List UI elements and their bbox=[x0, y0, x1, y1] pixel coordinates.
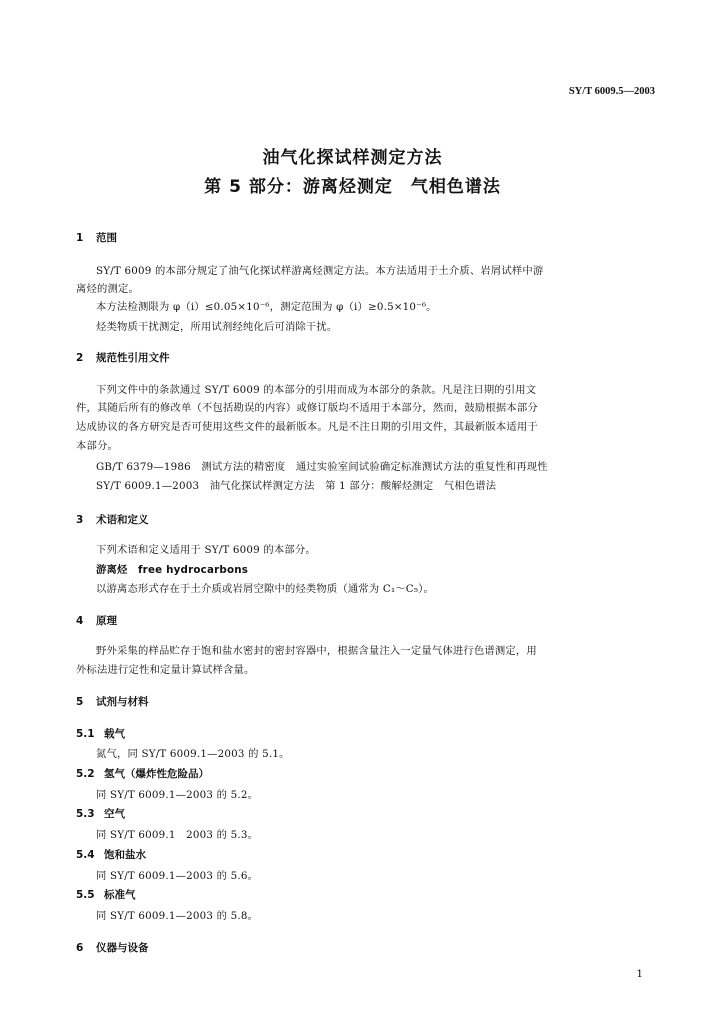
paragraph: 离烃的测定。 bbox=[76, 283, 139, 295]
subsection-number: 5.4 bbox=[76, 849, 95, 861]
section-title: 试剂与材料 bbox=[96, 696, 149, 708]
section-number: 6 bbox=[76, 942, 84, 954]
subsection-5-1-heading bbox=[76, 726, 125, 741]
paragraph: 同 SY/T 6009.1—2003 的 5.8。 bbox=[96, 910, 259, 922]
subsection-5-2-heading bbox=[76, 766, 209, 781]
reference-item: GB/T 6379—1986 测试方法的精密度 通过实验室间试验确定标准测试方法的重复性和再现性 bbox=[96, 461, 548, 473]
reference-item: SY/T 6009.1—2003 油气化探试样测定方法 第 1 部分：酸解烃测定 气相色谱法 bbox=[96, 480, 497, 492]
subsection-number: 5.2 bbox=[76, 768, 95, 780]
subsection-title: 空气 bbox=[104, 808, 125, 820]
section-1-heading bbox=[76, 230, 117, 245]
section-3-heading bbox=[76, 512, 149, 527]
paragraph: SY/T 6009 的本部分规定了油气化探试样游离烃测定方法。本方法适用于土介质、岩屑试样中游 bbox=[96, 265, 544, 277]
section-5-heading bbox=[76, 694, 149, 709]
subsection-title: 载气 bbox=[104, 728, 125, 740]
paragraph: 件，其随后所有的修改单（不包括勘误的内容）或修订版均不适用于本部分，然而，鼓励根据本部分 bbox=[76, 402, 538, 414]
subsection-5-3-heading bbox=[76, 806, 125, 821]
section-number: 2 bbox=[76, 352, 84, 364]
paragraph: 达成协议的各方研究是否可使用这些文件的最新版本。凡是不注日期的引用文件，其最新版本适用于 bbox=[76, 421, 538, 433]
paragraph: 烃类物质干扰测定，所用试剂经纯化后可消除干扰。 bbox=[96, 321, 338, 333]
section-6-heading bbox=[76, 940, 149, 955]
subsection-title: 饱和盐水 bbox=[104, 849, 146, 861]
section-4-heading bbox=[76, 613, 117, 628]
section-number: 1 bbox=[76, 232, 84, 244]
subsection-5-4-heading bbox=[76, 847, 146, 862]
section-number: 4 bbox=[76, 615, 84, 627]
subsection-title: 氢气（爆炸性危险品） bbox=[104, 768, 209, 780]
standard-number: SY/T 6009.5—2003 bbox=[568, 86, 655, 97]
paragraph: 同 SY/T 6009.1—2003 的 5.2。 bbox=[96, 789, 259, 801]
subsection-number: 5.5 bbox=[76, 889, 95, 901]
section-title: 术语和定义 bbox=[96, 514, 149, 526]
subsection-number: 5.3 bbox=[76, 808, 95, 820]
subsection-number: 5.1 bbox=[76, 728, 95, 740]
section-title: 原理 bbox=[96, 615, 117, 627]
paragraph: 同 SY/T 6009.1 2003 的 5.3。 bbox=[96, 829, 259, 841]
section-title: 范围 bbox=[96, 232, 117, 244]
subsection-5-5-heading bbox=[76, 887, 136, 902]
section-title: 仪器与设备 bbox=[96, 942, 149, 954]
paragraph: 野外采集的样品贮存于饱和盐水密封的密封容器中，根据含量注入一定量气体进行色谱测定，用 bbox=[96, 645, 537, 657]
subsection-title: 标准气 bbox=[104, 889, 136, 901]
section-2-heading bbox=[76, 350, 170, 365]
paragraph: 氮气，同 SY/T 6009.1—2003 的 5.1。 bbox=[96, 748, 290, 760]
document-subtitle: 第 5 部分：游离烃测定 气相色谱法 bbox=[204, 177, 501, 197]
term-definition: 以游离态形式存在于土介质或岩屑空隙中的烃类物质（通常为 C₁～C₅）。 bbox=[96, 583, 435, 595]
page-number: 1 bbox=[636, 968, 643, 980]
term-name: 游离烃 free hydrocarbons bbox=[96, 564, 249, 576]
section-number: 3 bbox=[76, 514, 84, 526]
paragraph: 外标法进行定性和定量计算试样含量。 bbox=[76, 664, 255, 676]
paragraph: 下列术语和定义适用于 SY/T 6009 的本部分。 bbox=[96, 544, 316, 556]
paragraph: 下列文件中的条款通过 SY/T 6009 的本部分的引用而成为本部分的条款。凡是注日期的引用文 bbox=[96, 384, 537, 396]
paragraph: 同 SY/T 6009.1—2003 的 5.6。 bbox=[96, 870, 259, 882]
paragraph: 本部分。 bbox=[76, 440, 118, 452]
section-number: 5 bbox=[76, 696, 84, 708]
document-title: 油气化探试样测定方法 bbox=[262, 148, 443, 168]
paragraph: 本方法检测限为 φ（i）≤0.05×10⁻⁶，测定范围为 φ（i）≥0.5×10⁻⁶。 bbox=[96, 301, 437, 313]
section-title: 规范性引用文件 bbox=[96, 352, 170, 364]
